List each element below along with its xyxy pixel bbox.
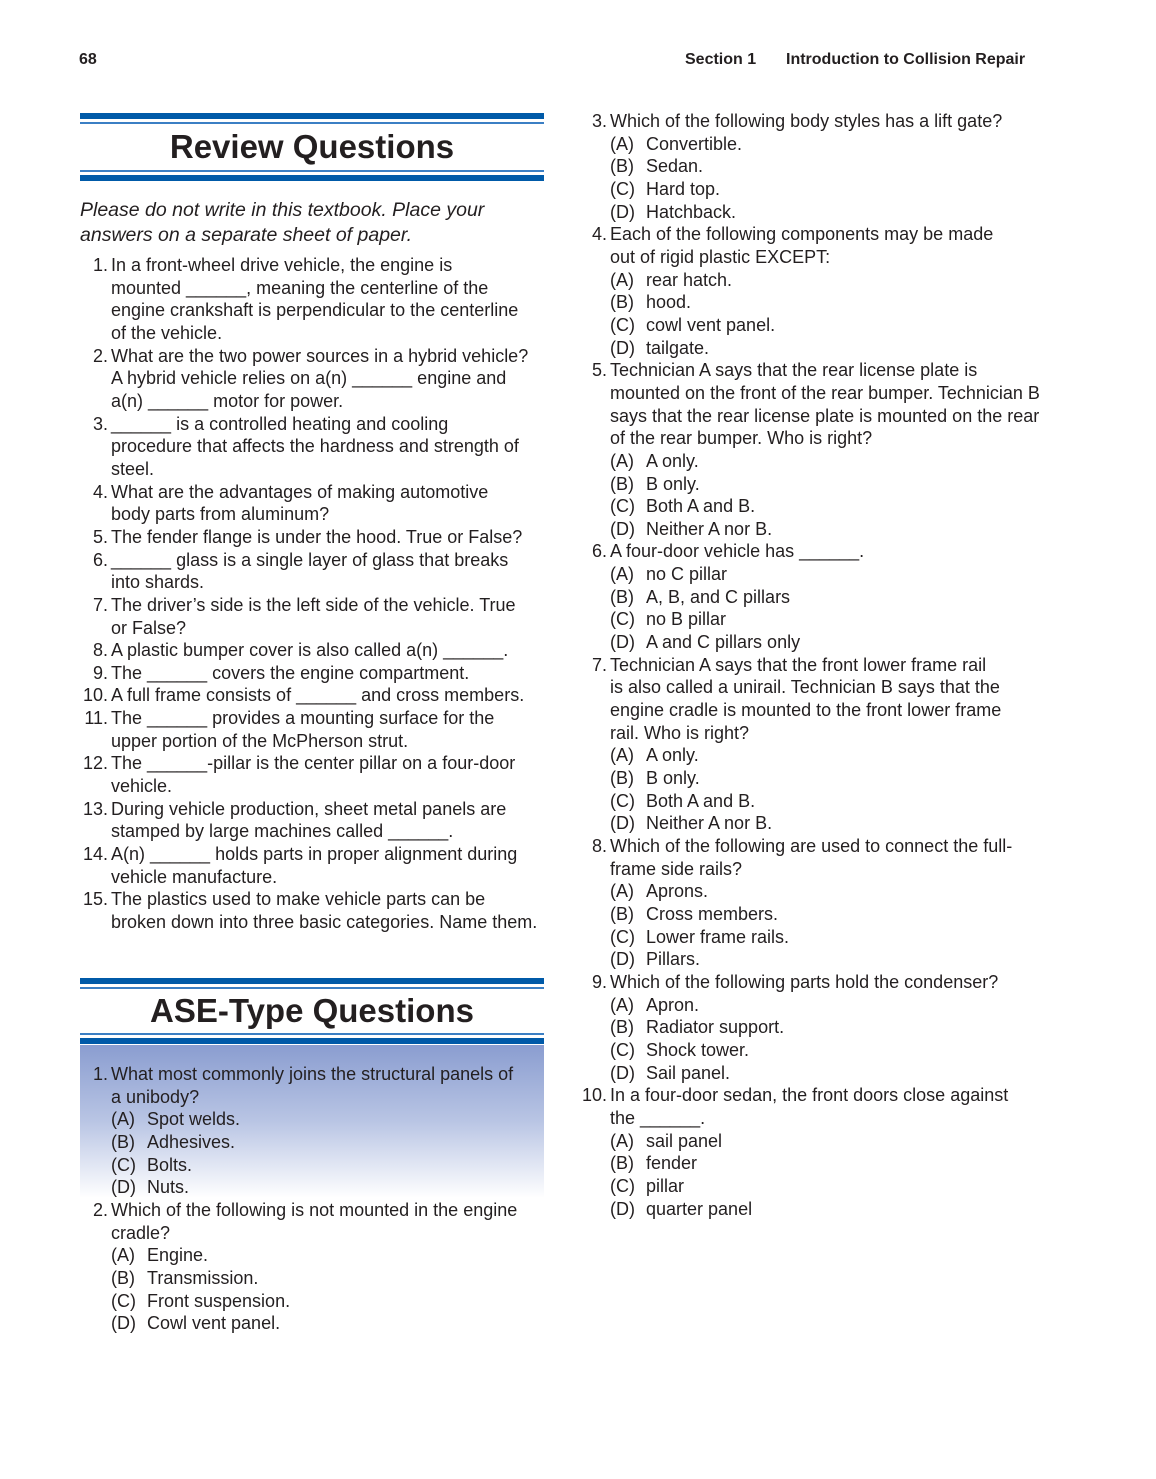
answer-option bbox=[577, 337, 1047, 360]
question-text: The ______-pillar is the center pillar on a four-door bbox=[111, 753, 516, 774]
answer-option bbox=[78, 1108, 548, 1131]
question-line bbox=[78, 481, 548, 504]
question-item bbox=[78, 594, 548, 639]
question-text: body parts from aluminum? bbox=[111, 504, 330, 525]
answer-option bbox=[577, 450, 1047, 473]
option-text: B only. bbox=[646, 768, 700, 789]
answer-option bbox=[577, 314, 1047, 337]
answer-option bbox=[577, 880, 1047, 903]
question-number: 3. bbox=[591, 111, 607, 131]
answer-option bbox=[577, 586, 1047, 609]
option-label: (A) bbox=[610, 269, 634, 290]
answer-option bbox=[78, 1176, 548, 1199]
option-label: (C) bbox=[610, 314, 635, 335]
question-text: ______ is a controlled heating and cooling bbox=[111, 413, 449, 434]
option-label: (A) bbox=[610, 133, 634, 154]
question-text: The ______ covers the engine compartment. bbox=[111, 662, 470, 683]
answer-option bbox=[78, 1267, 548, 1290]
review-questions-header bbox=[80, 113, 544, 181]
question-line bbox=[78, 322, 548, 345]
answer-option bbox=[577, 1130, 1047, 1153]
option-label: (A) bbox=[610, 564, 634, 585]
option-text: fender bbox=[646, 1153, 698, 1174]
question-text: In a four-door sedan, the front doors close against bbox=[610, 1085, 1009, 1106]
answer-option bbox=[577, 518, 1047, 541]
divider bbox=[80, 1033, 544, 1035]
question-line bbox=[78, 730, 548, 753]
question-text: the ______. bbox=[610, 1107, 706, 1128]
question-line bbox=[78, 866, 548, 889]
question-text: What are the advantages of making automotive bbox=[111, 481, 489, 502]
question-line bbox=[78, 820, 548, 843]
option-text: Both A and B. bbox=[646, 790, 756, 811]
question-line bbox=[78, 662, 548, 685]
question-item bbox=[78, 684, 548, 707]
question-item bbox=[78, 639, 548, 662]
question-item bbox=[78, 662, 548, 685]
question-item bbox=[577, 540, 1047, 653]
question-line bbox=[78, 1063, 548, 1086]
question-number: 8. bbox=[591, 836, 607, 856]
ase-questions-header bbox=[80, 978, 544, 1044]
question-line bbox=[78, 888, 548, 911]
option-text: Engine. bbox=[147, 1245, 209, 1266]
question-text: In a front-wheel drive vehicle, the engine is bbox=[111, 255, 453, 275]
option-label: (C) bbox=[610, 926, 635, 947]
question-text: out of rigid plastic EXCEPT: bbox=[610, 246, 831, 267]
option-label: (A) bbox=[610, 745, 634, 766]
option-text: A and C pillars only bbox=[646, 632, 801, 653]
question-text: procedure that affects the hardness and strength of bbox=[111, 436, 519, 457]
question-line bbox=[78, 254, 548, 277]
option-label: (D) bbox=[610, 1198, 635, 1219]
option-label: (D) bbox=[610, 201, 635, 222]
question-text: During vehicle production, sheet metal panels are bbox=[111, 798, 507, 819]
question-number: 1. bbox=[92, 1064, 108, 1084]
answer-option bbox=[577, 473, 1047, 496]
option-label: (D) bbox=[111, 1177, 136, 1198]
question-text: stamped by large machines called ______. bbox=[111, 821, 454, 842]
option-text: Cross members. bbox=[646, 903, 779, 924]
option-text: Hard top. bbox=[646, 178, 721, 199]
answer-option bbox=[577, 608, 1047, 631]
option-text: Neither A nor B. bbox=[646, 518, 773, 539]
option-label: (A) bbox=[610, 881, 634, 902]
question-line bbox=[577, 835, 1047, 858]
question-item bbox=[577, 971, 1047, 1084]
answer-option bbox=[577, 178, 1047, 201]
question-text: The ______ provides a mounting surface for the bbox=[111, 708, 495, 729]
question-line bbox=[577, 858, 1047, 881]
answer-option bbox=[577, 631, 1047, 654]
question-number: 5. bbox=[92, 526, 108, 547]
instruction-line: answers on a separate sheet of paper. bbox=[80, 224, 413, 246]
option-text: tailgate. bbox=[646, 337, 710, 358]
question-number: 11. bbox=[84, 708, 108, 729]
answer-option bbox=[577, 1152, 1047, 1175]
question-text: What are the two power sources in a hybrid vehicle? bbox=[111, 345, 529, 366]
question-text: mounted on the front of the rear bumper. Technician B bbox=[610, 382, 1040, 403]
divider bbox=[80, 175, 544, 181]
question-line bbox=[78, 413, 548, 436]
question-text: into shards. bbox=[111, 572, 205, 593]
question-line bbox=[78, 367, 548, 390]
answer-option bbox=[577, 790, 1047, 813]
question-text: frame side rails? bbox=[610, 858, 743, 879]
question-text: mounted ______, meaning the centerline of the bbox=[111, 277, 489, 298]
option-label: (D) bbox=[610, 518, 635, 539]
question-line bbox=[78, 775, 548, 798]
question-text: Which of the following are used to connect the full- bbox=[610, 836, 1013, 856]
question-number: 3. bbox=[92, 413, 108, 434]
option-text: Apron. bbox=[646, 994, 700, 1015]
option-text: Adhesives. bbox=[147, 1131, 236, 1152]
question-line bbox=[78, 594, 548, 617]
option-text: quarter panel bbox=[646, 1198, 753, 1219]
option-text: cowl vent panel. bbox=[646, 314, 776, 335]
question-text: cradle? bbox=[111, 1222, 171, 1243]
instructions bbox=[80, 198, 484, 248]
question-line bbox=[78, 549, 548, 572]
option-text: no C pillar bbox=[646, 564, 728, 585]
answer-option bbox=[577, 291, 1047, 314]
option-text: Nuts. bbox=[147, 1177, 190, 1198]
chapter-title: Introduction to Collision Repair bbox=[786, 51, 1026, 68]
option-label: (B) bbox=[610, 473, 634, 494]
question-text: Technician A says that the rear license plate is bbox=[610, 360, 978, 381]
question-number: 7. bbox=[591, 654, 607, 675]
question-item bbox=[78, 549, 548, 594]
answer-option bbox=[577, 1016, 1047, 1039]
question-line bbox=[78, 435, 548, 458]
question-number: 2. bbox=[92, 345, 108, 366]
option-label: (A) bbox=[111, 1245, 135, 1266]
question-line bbox=[577, 1084, 1047, 1107]
question-line bbox=[78, 1086, 548, 1109]
question-line bbox=[78, 639, 548, 662]
question-line bbox=[78, 1222, 548, 1245]
answer-option bbox=[577, 948, 1047, 971]
option-label: (B) bbox=[111, 1131, 135, 1152]
option-label: (B) bbox=[610, 903, 634, 924]
question-line bbox=[78, 526, 548, 549]
option-label: (B) bbox=[610, 586, 634, 607]
option-text: Neither A nor B. bbox=[646, 813, 773, 834]
answer-option bbox=[577, 767, 1047, 790]
question-number: 9. bbox=[591, 971, 607, 992]
answer-option bbox=[78, 1244, 548, 1267]
option-text: no B pillar bbox=[646, 609, 727, 630]
option-label: (B) bbox=[610, 768, 634, 789]
question-line bbox=[78, 843, 548, 866]
option-label: (C) bbox=[610, 609, 635, 630]
option-label: (C) bbox=[610, 1175, 635, 1196]
question-number: 5. bbox=[591, 360, 607, 381]
question-text: engine crankshaft is perpendicular to the centerline bbox=[111, 300, 519, 321]
option-text: Cowl vent panel. bbox=[147, 1313, 281, 1334]
question-number: 13. bbox=[82, 798, 108, 819]
option-label: (C) bbox=[610, 496, 635, 517]
question-text: engine cradle is mounted to the front lower frame bbox=[610, 700, 1002, 721]
ase-question-list-left bbox=[78, 1063, 548, 1335]
option-label: (D) bbox=[610, 1062, 635, 1083]
option-label: (B) bbox=[610, 1017, 634, 1038]
question-line bbox=[78, 911, 548, 934]
question-line bbox=[577, 359, 1047, 382]
question-item bbox=[577, 110, 1047, 223]
question-line bbox=[78, 345, 548, 368]
question-line bbox=[577, 540, 1047, 563]
question-text: says that the rear license plate is mounted on the rear bbox=[610, 405, 1040, 426]
answer-option bbox=[577, 155, 1047, 178]
answer-option bbox=[577, 269, 1047, 292]
answer-option bbox=[78, 1290, 548, 1313]
answer-option bbox=[577, 201, 1047, 224]
question-item bbox=[577, 1084, 1047, 1220]
question-text: steel. bbox=[111, 458, 155, 479]
question-text: ______ glass is a single layer of glass that breaks bbox=[111, 549, 509, 570]
question-text: What most commonly joins the structural panels of bbox=[111, 1064, 514, 1084]
option-text: Both A and B. bbox=[646, 496, 756, 517]
answer-option bbox=[577, 495, 1047, 518]
option-text: sail panel bbox=[646, 1130, 723, 1151]
option-label: (C) bbox=[610, 790, 635, 811]
question-line bbox=[78, 277, 548, 300]
question-line bbox=[78, 707, 548, 730]
question-line bbox=[577, 971, 1047, 994]
question-item bbox=[78, 1063, 548, 1199]
answer-option bbox=[577, 1039, 1047, 1062]
option-text: Transmission. bbox=[147, 1267, 259, 1288]
question-text: of the rear bumper. Who is right? bbox=[610, 428, 873, 449]
question-number: 6. bbox=[591, 541, 607, 562]
option-label: (D) bbox=[610, 813, 635, 834]
divider bbox=[80, 113, 544, 119]
question-number: 12. bbox=[82, 753, 108, 774]
question-text: Which of the following is not mounted in the engine bbox=[111, 1199, 518, 1220]
answer-option bbox=[577, 563, 1047, 586]
question-item bbox=[78, 413, 548, 481]
option-label: (A) bbox=[111, 1109, 135, 1130]
question-text: vehicle manufacture. bbox=[111, 866, 278, 887]
question-text: Technician A says that the front lower frame rail bbox=[610, 654, 987, 675]
option-text: hood. bbox=[646, 292, 692, 313]
option-text: Pillars. bbox=[646, 949, 701, 970]
question-line bbox=[78, 617, 548, 640]
question-text: is also called a unirail. Technician B says that the bbox=[610, 677, 1000, 698]
section-label: Section 1 bbox=[685, 51, 757, 68]
divider bbox=[80, 170, 544, 172]
option-text: Shock tower. bbox=[646, 1039, 750, 1060]
option-text: Hatchback. bbox=[646, 201, 737, 222]
question-text: A full frame consists of ______ and cross members. bbox=[111, 685, 525, 706]
question-number: 4. bbox=[591, 224, 607, 245]
question-text: Which of the following parts hold the condenser? bbox=[610, 971, 999, 992]
answer-option bbox=[577, 133, 1047, 156]
question-line bbox=[78, 503, 548, 526]
question-item bbox=[577, 835, 1047, 971]
option-text: Radiator support. bbox=[646, 1017, 785, 1038]
question-text: of the vehicle. bbox=[111, 322, 223, 343]
question-line bbox=[577, 246, 1047, 269]
question-number: 10. bbox=[82, 685, 108, 706]
question-number: 6. bbox=[92, 549, 108, 570]
answer-option bbox=[78, 1312, 548, 1335]
question-number: 10. bbox=[581, 1085, 607, 1106]
question-text: upper portion of the McPherson strut. bbox=[111, 730, 409, 751]
question-item bbox=[577, 223, 1047, 359]
review-question-list bbox=[78, 254, 548, 934]
answer-option bbox=[577, 1062, 1047, 1085]
answer-option bbox=[577, 994, 1047, 1017]
question-text: A(n) ______ holds parts in proper alignment during bbox=[111, 844, 518, 865]
question-number: 15. bbox=[82, 889, 108, 910]
question-line bbox=[577, 676, 1047, 699]
question-line bbox=[577, 654, 1047, 677]
option-label: (B) bbox=[111, 1267, 135, 1288]
question-text: broken down into three basic categories. Name them. bbox=[111, 912, 538, 933]
question-text: The plastics used to make vehicle parts can be bbox=[111, 889, 486, 910]
option-label: (D) bbox=[610, 337, 635, 358]
question-number: 4. bbox=[92, 481, 108, 502]
answer-option bbox=[577, 812, 1047, 835]
section-title: Review Questions bbox=[169, 128, 455, 165]
option-label: (D) bbox=[111, 1313, 136, 1334]
question-text: A plastic bumper cover is also called a(n) ______. bbox=[111, 640, 509, 661]
option-label: (C) bbox=[610, 178, 635, 199]
option-label: (B) bbox=[610, 156, 634, 177]
question-text: vehicle. bbox=[111, 776, 173, 797]
option-label: (B) bbox=[610, 1153, 634, 1174]
question-line bbox=[577, 223, 1047, 246]
option-text: A only. bbox=[646, 450, 699, 471]
question-line bbox=[577, 722, 1047, 745]
option-label: (D) bbox=[610, 632, 635, 653]
question-line bbox=[78, 571, 548, 594]
question-text: rail. Who is right? bbox=[610, 722, 750, 743]
question-line bbox=[78, 752, 548, 775]
question-item bbox=[78, 752, 548, 797]
section-title: ASE-Type Questions bbox=[150, 992, 474, 1029]
option-label: (C) bbox=[111, 1290, 136, 1311]
instruction-line: Please do not write in this textbook. Place your bbox=[80, 199, 485, 221]
question-number: 1. bbox=[92, 255, 108, 275]
option-text: Front suspension. bbox=[147, 1290, 291, 1311]
option-label: (A) bbox=[610, 450, 634, 471]
answer-option bbox=[577, 1175, 1047, 1198]
answer-option bbox=[577, 744, 1047, 767]
question-item bbox=[78, 526, 548, 549]
question-item bbox=[577, 654, 1047, 835]
question-line bbox=[577, 405, 1047, 428]
question-item bbox=[78, 345, 548, 413]
option-text: Convertible. bbox=[646, 133, 743, 154]
option-text: A, B, and C pillars bbox=[646, 586, 791, 607]
option-label: (A) bbox=[610, 1130, 634, 1151]
option-text: pillar bbox=[646, 1175, 685, 1196]
option-text: Bolts. bbox=[147, 1154, 193, 1175]
question-line bbox=[78, 684, 548, 707]
question-text: The driver’s side is the left side of the vehicle. True bbox=[111, 594, 516, 615]
question-text: a unibody? bbox=[111, 1086, 200, 1107]
divider bbox=[80, 1038, 544, 1044]
option-text: Sedan. bbox=[646, 156, 704, 177]
question-text: Which of the following body styles has a lift gate? bbox=[610, 111, 1003, 131]
question-line bbox=[78, 390, 548, 413]
option-text: Spot welds. bbox=[147, 1109, 241, 1130]
question-number: 14. bbox=[82, 844, 108, 865]
option-label: (D) bbox=[610, 949, 635, 970]
question-number: 2. bbox=[92, 1199, 108, 1220]
question-text: A four-door vehicle has ______. bbox=[610, 541, 865, 562]
option-label: (A) bbox=[610, 994, 634, 1015]
question-item bbox=[78, 254, 548, 345]
option-text: Lower frame rails. bbox=[646, 926, 790, 947]
question-text: A hybrid vehicle relies on a(n) ______ engine and bbox=[111, 368, 507, 389]
question-line bbox=[78, 458, 548, 481]
option-label: (C) bbox=[610, 1039, 635, 1060]
divider bbox=[80, 978, 544, 984]
answer-option bbox=[78, 1154, 548, 1177]
page-number: 68 bbox=[79, 51, 97, 68]
question-number: 9. bbox=[92, 662, 108, 683]
option-label: (C) bbox=[111, 1154, 136, 1175]
option-text: Sail panel. bbox=[646, 1062, 731, 1083]
option-text: Aprons. bbox=[646, 881, 709, 902]
ase-question-list-right bbox=[577, 110, 1047, 1220]
option-label: (B) bbox=[610, 292, 634, 313]
question-line bbox=[78, 798, 548, 821]
answer-option bbox=[577, 926, 1047, 949]
question-number: 7. bbox=[92, 594, 108, 615]
option-text: A only. bbox=[646, 745, 699, 766]
question-line bbox=[577, 1107, 1047, 1130]
question-item bbox=[78, 707, 548, 752]
question-item bbox=[577, 359, 1047, 540]
question-item bbox=[78, 798, 548, 843]
option-text: rear hatch. bbox=[646, 269, 733, 290]
question-item bbox=[78, 481, 548, 526]
question-number: 8. bbox=[92, 640, 108, 661]
question-line bbox=[577, 427, 1047, 450]
answer-option bbox=[577, 1198, 1047, 1221]
answer-option bbox=[78, 1131, 548, 1154]
question-item bbox=[78, 1199, 548, 1335]
question-text: The fender flange is under the hood. True or False? bbox=[111, 526, 523, 547]
question-line bbox=[78, 1199, 548, 1222]
question-line bbox=[577, 382, 1047, 405]
question-text: or False? bbox=[111, 617, 187, 638]
question-line bbox=[78, 299, 548, 322]
question-line bbox=[577, 699, 1047, 722]
question-line bbox=[577, 110, 1047, 133]
question-item bbox=[78, 843, 548, 888]
option-text: B only. bbox=[646, 473, 700, 494]
question-text: Each of the following components may be made bbox=[610, 224, 994, 245]
question-item bbox=[78, 888, 548, 933]
question-text: a(n) ______ motor for power. bbox=[111, 390, 344, 411]
answer-option bbox=[577, 903, 1047, 926]
